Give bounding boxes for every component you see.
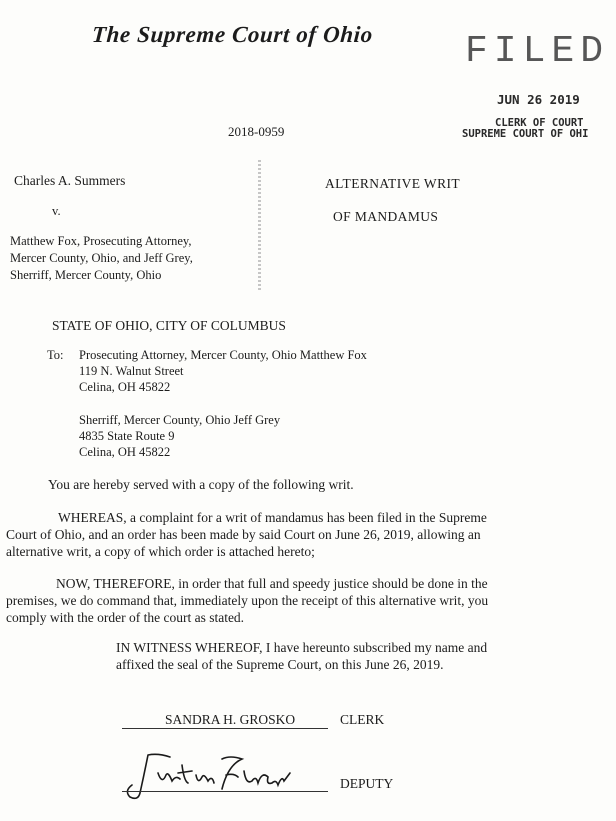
defendant-line-3: Sherriff, Mercer County, Ohio [10, 268, 162, 282]
whereas-line-3: alternative writ, a copy of which order is attached hereto; [6, 544, 315, 559]
defendant-line-1: Matthew Fox, Prosecuting Attorney, [10, 234, 192, 248]
recipient1-line-2: 119 N. Walnut Street [79, 364, 184, 378]
clerk-label: CLERK [340, 712, 385, 727]
recipient2-line-3: Celina, OH 45822 [79, 445, 171, 459]
deputy-signature [118, 745, 318, 805]
to-label: To: [47, 348, 64, 362]
filed-stamp-clerk-line2: SUPREME COURT OF OHI [462, 128, 589, 140]
clerk-name: SANDRA H. GROSKO [165, 712, 296, 727]
recipient1-line-1: Prosecuting Attorney, Mercer County, Ohio Matthew Fox [79, 348, 367, 362]
case-number: 2018-0959 [228, 124, 285, 139]
recipient1-line-3: Celina, OH 45822 [79, 380, 171, 394]
now-therefore-line-3: comply with the order of the court as stated. [6, 610, 245, 625]
served-statement: You are hereby served with a copy of the following writ. [48, 477, 354, 492]
now-therefore-line-1: NOW, THEREFORE, in order that full and speedy justice should be done in the [56, 576, 488, 591]
state-line: STATE OF OHIO, CITY OF COLUMBUS [52, 318, 286, 333]
plaintiff-name: Charles A. Summers [14, 173, 126, 188]
defendant-line-2: Mercer County, Ohio, and Jeff Grey, [10, 251, 193, 265]
caption-divider [258, 160, 261, 290]
filed-stamp: FILED [465, 30, 610, 73]
whereas-line-2: Court of Ohio, and an order has been made by said Court on June 26, 2019, allowing an [6, 527, 481, 542]
witness-line-2: affixed the seal of the Supreme Court, on this June 26, 2019. [116, 657, 444, 672]
now-therefore-line-2: premises, we do command that, immediately upon the receipt of this alternative writ, you [6, 593, 489, 608]
recipient2-line-1: Sherriff, Mercer County, Ohio Jeff Grey [79, 413, 281, 427]
doc-title-line-1: ALTERNATIVE WRIT [325, 176, 461, 191]
deputy-signature-line [122, 791, 328, 792]
recipient2-line-2: 4835 State Route 9 [79, 429, 175, 443]
versus: v. [52, 204, 61, 218]
court-title: The Supreme Court of Ohio [91, 22, 374, 47]
clerk-signature-line [122, 728, 328, 729]
deputy-label: DEPUTY [340, 776, 394, 791]
whereas-line-1: WHEREAS, a complaint for a writ of mandamus has been filed in the Supreme [58, 510, 487, 525]
filed-stamp-clerk-line1: CLERK OF COURT [495, 117, 584, 129]
doc-title-line-2: OF MANDAMUS [333, 209, 439, 224]
filed-stamp-date: JUN 26 2019 [497, 92, 580, 107]
witness-line-1: IN WITNESS WHEREOF, I have hereunto subscribed my name and [116, 640, 488, 655]
